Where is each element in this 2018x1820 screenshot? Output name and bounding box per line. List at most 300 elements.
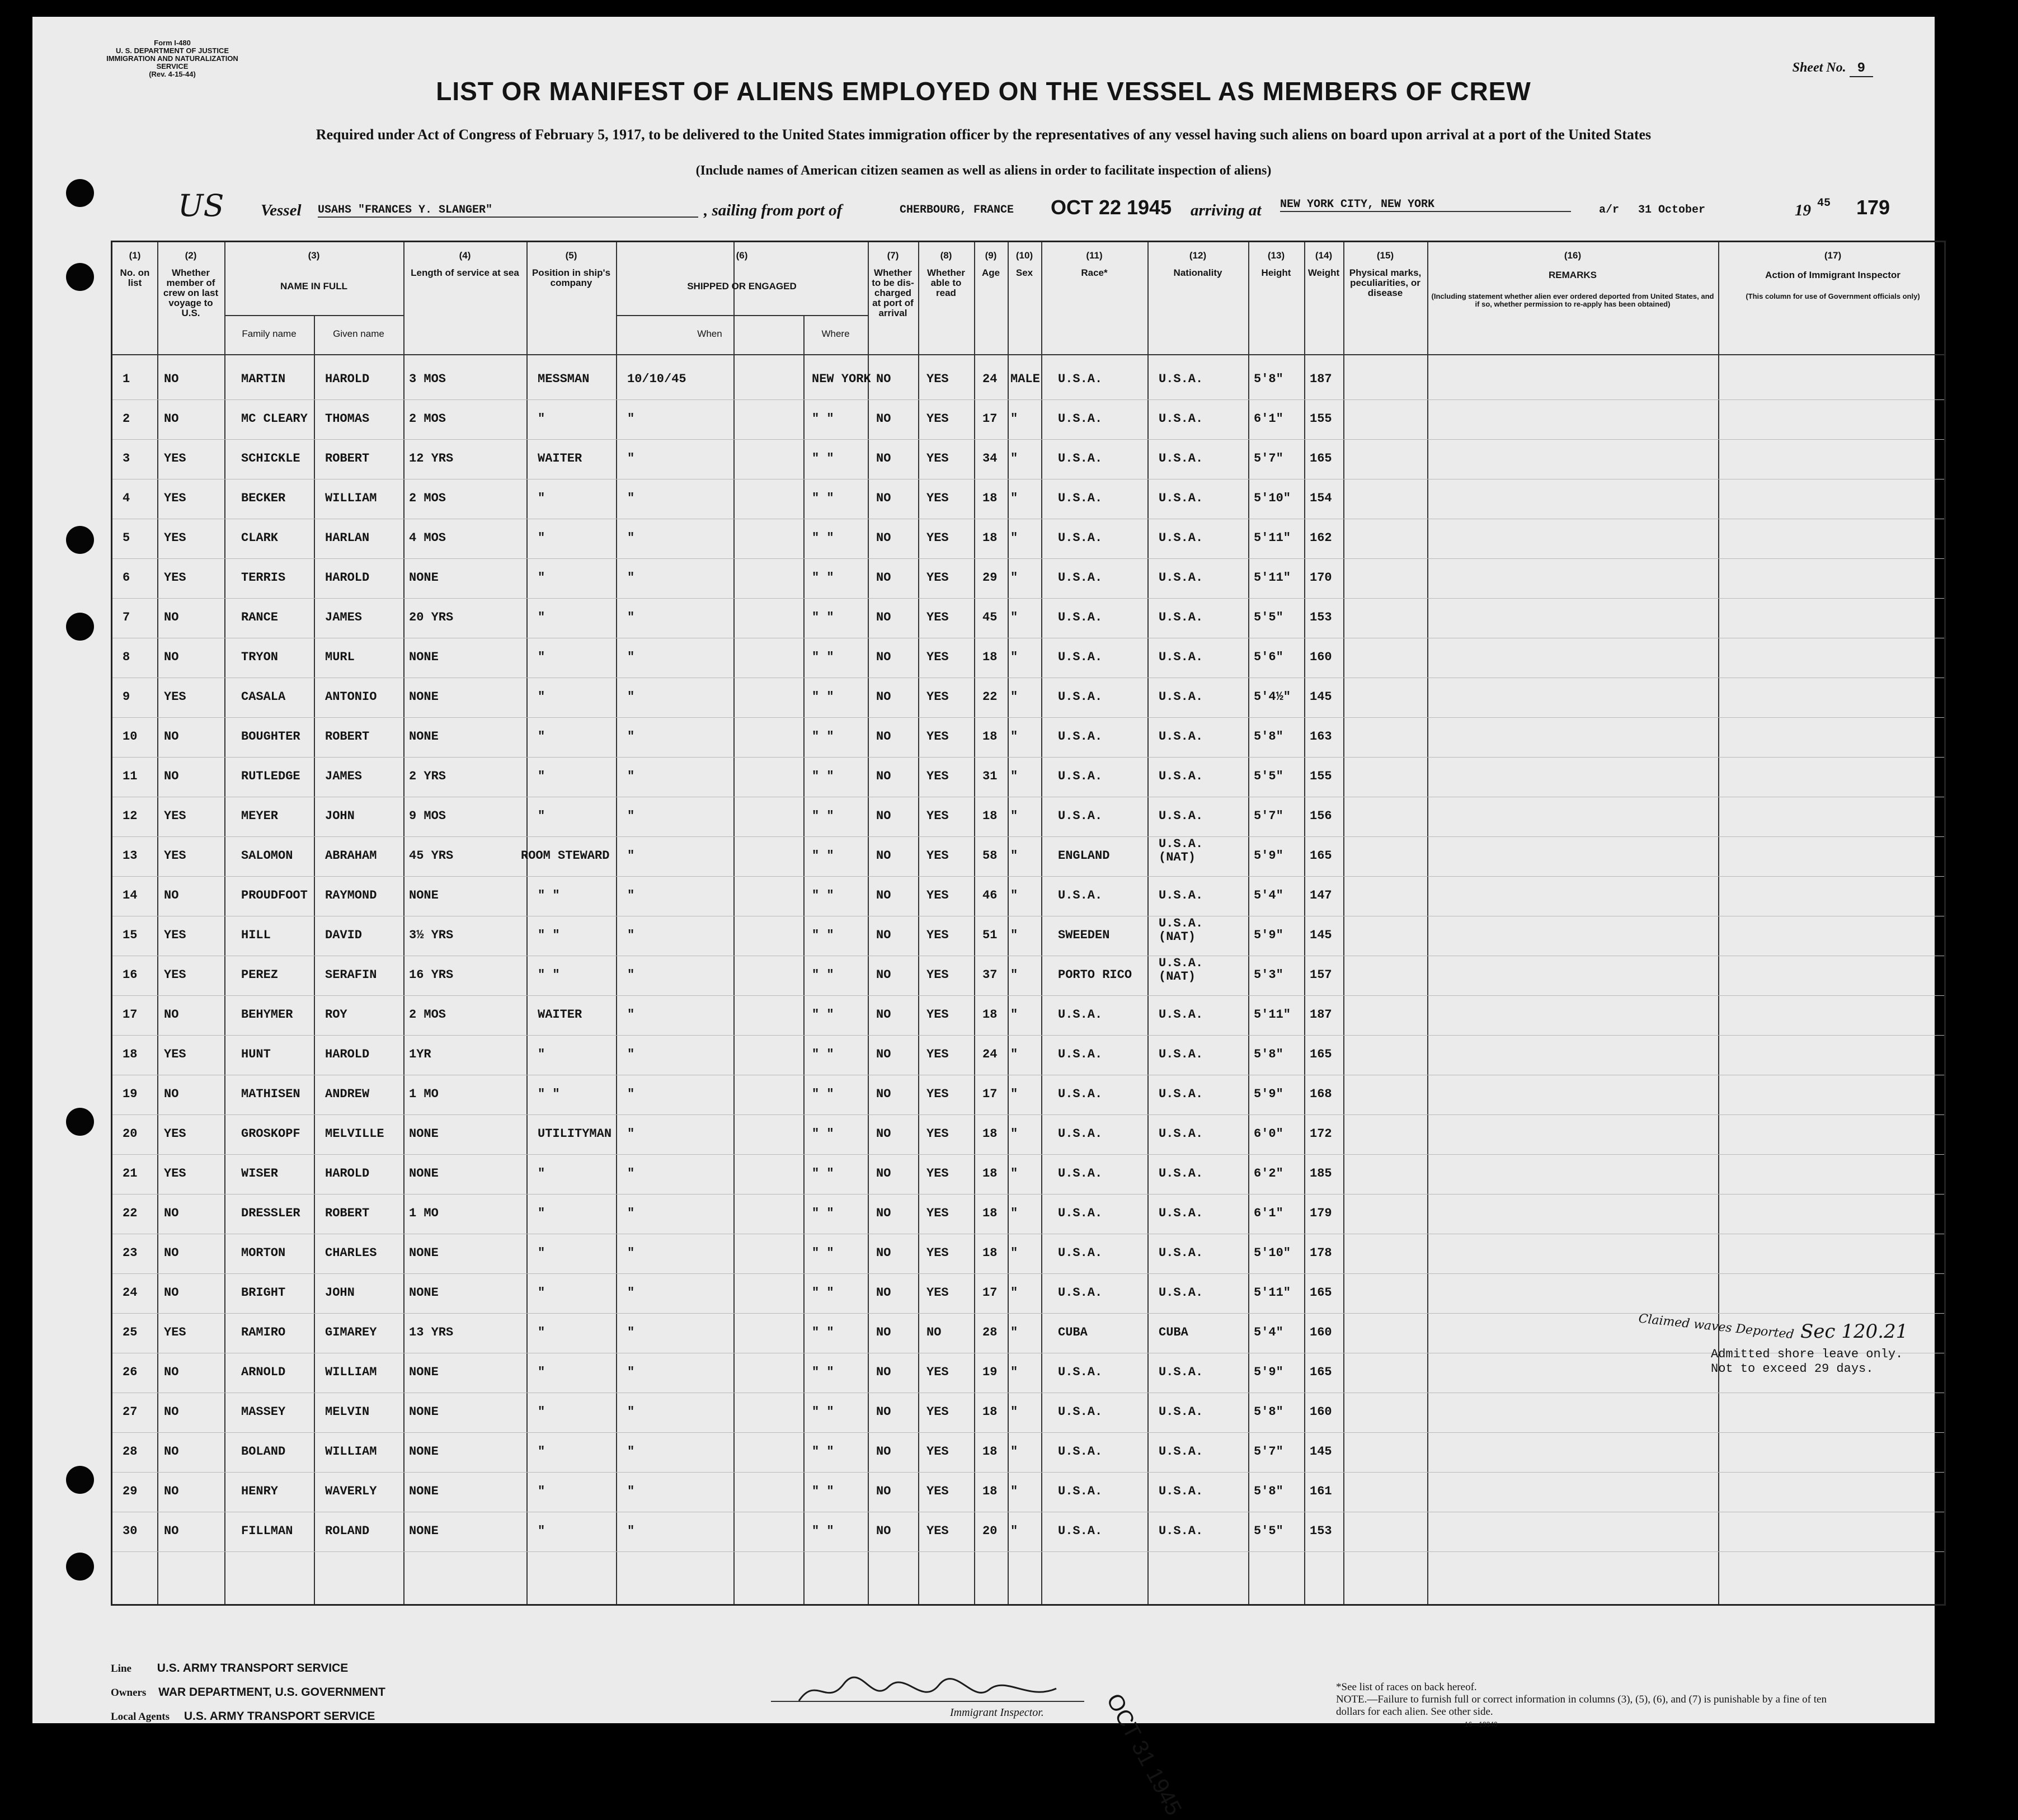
vessel-name: USAHS "FRANCES Y. SLANGER" (318, 204, 698, 218)
table-cell: 18 (123, 1047, 138, 1061)
footer-agents: Local Agents U.S. ARMY TRANSPORT SERVICE (111, 1710, 375, 1723)
column-divider (1427, 242, 1428, 1604)
table-cell: 4 MOS (409, 531, 446, 545)
table-cell: PROUDFOOT (241, 888, 308, 902)
table-cell: 156 (1310, 809, 1332, 823)
table-cell: U.S.A. (1058, 769, 1103, 783)
table-cell: U.S.A. (1058, 1445, 1103, 1459)
table-cell: 165 (1310, 1286, 1332, 1300)
table-cell: " (627, 730, 635, 744)
table-cell: U.S.A. (NAT) (1159, 956, 1203, 984)
table-cell: " (538, 1325, 545, 1339)
table-cell: " (538, 1445, 545, 1459)
table-cell: NO (164, 1445, 179, 1459)
table-cell: NO (876, 531, 891, 545)
table-cell: 31 (982, 769, 998, 783)
crew-table (111, 241, 1946, 1606)
table-cell: 6'0" (1254, 1127, 1283, 1141)
table-cell: ARNOLD (241, 1365, 286, 1379)
table-cell: YES (926, 412, 949, 426)
table-cell: NO (876, 650, 891, 664)
table-cell: 1 MO (409, 1087, 439, 1101)
table-cell: NO (164, 372, 179, 386)
punch-hole (66, 263, 94, 291)
table-cell: " " (812, 1405, 834, 1419)
table-cell: " " (812, 849, 834, 863)
table-cell: 153 (1310, 1524, 1332, 1538)
table-cell: " " (812, 1008, 834, 1022)
table-row-rule (112, 757, 1944, 758)
table-cell: YES (926, 1087, 949, 1101)
table-cell: BRIGHT (241, 1286, 286, 1300)
table-cell: 19 (982, 1365, 998, 1379)
table-cell: U.S.A. (1159, 888, 1203, 902)
table-cell: 4 (123, 491, 130, 505)
column-number: (7) (887, 250, 899, 261)
table-cell: 5'11" (1254, 1008, 1291, 1022)
table-cell: 172 (1310, 1127, 1332, 1141)
table-row-rule (112, 439, 1944, 440)
column-header: Nationality (1173, 267, 1222, 278)
table-cell: SCHICKLE (241, 452, 300, 465)
table-cell: " (627, 769, 635, 783)
table-cell: 17 (982, 412, 998, 426)
table-cell: 187 (1310, 1008, 1332, 1022)
table-cell: DAVID (325, 928, 363, 942)
punch-hole (66, 613, 94, 641)
column-divider (1343, 242, 1344, 1604)
table-cell: 5'10" (1254, 491, 1291, 505)
table-cell: RAMIRO (241, 1325, 286, 1339)
table-cell: 34 (982, 452, 998, 465)
table-cell: " (1010, 1286, 1018, 1300)
table-cell: 161 (1310, 1484, 1332, 1498)
table-cell: 178 (1310, 1246, 1332, 1260)
table-cell: 28 (982, 1325, 998, 1339)
column-number: (17) (1824, 250, 1842, 261)
table-cell: U.S.A. (1058, 1087, 1103, 1101)
table-cell: HARLAN (325, 531, 370, 545)
column-number: (6) (736, 250, 748, 261)
table-cell: ENGLAND (1058, 849, 1110, 863)
table-row-rule (112, 836, 1944, 837)
table-cell: U.S.A. (1159, 1008, 1203, 1022)
table-cell: PEREZ (241, 968, 279, 982)
table-cell: U.S.A. (1058, 1246, 1103, 1260)
table-cell: 5'9" (1254, 1365, 1283, 1379)
table-cell: 23 (123, 1246, 138, 1260)
table-cell: NO (164, 412, 179, 426)
table-cell: 18 (982, 1246, 998, 1260)
table-cell: 155 (1310, 769, 1332, 783)
sub-column-header: Given name (333, 328, 384, 339)
table-cell: 153 (1310, 610, 1332, 624)
table-cell: ROBERT (325, 730, 370, 744)
table-cell: U.S.A. (1159, 1445, 1203, 1459)
table-cell: 160 (1310, 650, 1332, 664)
table-cell: U.S.A. (1058, 531, 1103, 545)
table-cell: YES (926, 1047, 949, 1061)
table-cell: RANCE (241, 610, 279, 624)
table-cell: YES (164, 1167, 186, 1181)
table-cell: " (538, 650, 545, 664)
table-cell: 165 (1310, 849, 1332, 863)
table-cell: 29 (982, 571, 998, 585)
table-cell: " " (538, 968, 560, 982)
column-header: Physical marks, peculiarities, or disease (1349, 267, 1422, 298)
table-cell: HILL (241, 928, 271, 942)
table-cell: " " (812, 491, 834, 505)
table-cell: " " (812, 1484, 834, 1498)
table-cell: SERAFIN (325, 968, 377, 982)
table-cell: " (1010, 1445, 1018, 1459)
table-cell: DRESSLER (241, 1206, 300, 1220)
table-cell: 160 (1310, 1405, 1332, 1419)
column-divider (1304, 242, 1305, 1604)
table-cell: NONE (409, 1127, 439, 1141)
table-cell: " (1010, 928, 1018, 942)
table-cell: 5'10" (1254, 1246, 1291, 1260)
vessel-line (133, 188, 1923, 229)
table-cell: 25 (123, 1325, 138, 1339)
table-cell: NO (876, 1206, 891, 1220)
table-cell: " (627, 1325, 635, 1339)
table-cell: NO (876, 1008, 891, 1022)
table-cell: 1 MO (409, 1206, 439, 1220)
punch-hole (66, 1553, 94, 1581)
table-cell: NO (876, 491, 891, 505)
table-cell: 18 (982, 1127, 998, 1141)
table-cell: " (627, 650, 635, 664)
table-cell: 5'5" (1254, 769, 1283, 783)
table-cell: WAITER (538, 452, 582, 465)
table-cell: 168 (1310, 1087, 1332, 1101)
table-cell: YES (926, 650, 949, 664)
table-cell: 170 (1310, 571, 1332, 585)
table-cell: " (627, 1405, 635, 1419)
table-cell: " (538, 531, 545, 545)
table-cell: " (627, 1445, 635, 1459)
table-cell: " " (812, 610, 834, 624)
table-cell: 16 (123, 968, 138, 982)
column-number: (12) (1189, 250, 1207, 261)
table-cell: 58 (982, 849, 998, 863)
table-cell: NONE (409, 1167, 439, 1181)
table-cell: 5'7" (1254, 452, 1283, 465)
table-cell: 145 (1310, 690, 1332, 704)
table-cell: YES (164, 1127, 186, 1141)
table-cell: WISER (241, 1167, 279, 1181)
table-cell: " " (812, 1206, 834, 1220)
table-cell: U.S.A. (1159, 1484, 1203, 1498)
table-cell: " (1010, 1008, 1018, 1022)
column-header: REMARKS (1549, 270, 1597, 280)
table-cell: NO (876, 1246, 891, 1260)
table-cell: YES (926, 1524, 949, 1538)
column-divider (1041, 242, 1042, 1604)
table-cell: YES (926, 1484, 949, 1498)
table-cell: 187 (1310, 372, 1332, 386)
table-cell: PORTO RICO (1058, 968, 1132, 982)
table-cell: YES (926, 1445, 949, 1459)
table-cell: " " (812, 1524, 834, 1538)
column-number: (10) (1015, 250, 1033, 261)
table-cell: 5'7" (1254, 809, 1283, 823)
table-cell: 2 YRS (409, 769, 446, 783)
table-cell: " " (812, 690, 834, 704)
table-cell: 10 (123, 730, 138, 744)
table-cell: U.S.A. (1058, 571, 1103, 585)
table-cell: U.S.A. (1159, 491, 1203, 505)
table-cell: " " (812, 1246, 834, 1260)
table-cell: " (1010, 650, 1018, 664)
port-of-sailing: CHERBOURG, FRANCE (900, 204, 1014, 217)
column-number: (15) (1376, 250, 1394, 261)
table-cell: 6'2" (1254, 1167, 1283, 1181)
table-cell: ANDREW (325, 1087, 370, 1101)
table-cell: 5'4½" (1254, 690, 1291, 704)
table-cell: 5'6" (1254, 650, 1283, 664)
table-cell: U.S.A. (1058, 1127, 1103, 1141)
table-cell: MELVIN (325, 1405, 370, 1419)
sub-column-header: Where (821, 328, 850, 339)
table-cell: 5'11" (1254, 571, 1291, 585)
table-cell: " (538, 571, 545, 585)
column-header: Height (1261, 267, 1291, 278)
arriving-label: arriving at (1191, 201, 1262, 219)
table-cell: NO (876, 1047, 891, 1061)
table-cell: " (1010, 1405, 1018, 1419)
table-cell: NO (876, 968, 891, 982)
table-cell: YES (164, 928, 186, 942)
table-cell: 17 (123, 1008, 138, 1022)
column-number: (11) (1086, 250, 1103, 261)
table-cell: " (1010, 531, 1018, 545)
table-cell: 22 (123, 1206, 138, 1220)
table-cell: YES (926, 1127, 949, 1141)
table-row-rule (112, 1273, 1944, 1274)
table-cell: 9 MOS (409, 809, 446, 823)
table-cell: WILLIAM (325, 491, 377, 505)
table-cell: 18 (982, 1484, 998, 1498)
table-cell: 5'5" (1254, 610, 1283, 624)
table-cell: WILLIAM (325, 1365, 377, 1379)
table-cell: YES (164, 968, 186, 982)
table-cell: 21 (123, 1167, 138, 1181)
column-divider (526, 242, 528, 1604)
table-cell: BOLAND (241, 1445, 286, 1459)
table-cell: " (1010, 968, 1018, 982)
table-cell: 5 (123, 531, 130, 545)
column-header: Age (981, 267, 1000, 278)
table-cell: WAITER (538, 1008, 582, 1022)
table-cell: " " (812, 769, 834, 783)
column-number: (4) (459, 250, 471, 261)
table-cell: NO (164, 650, 179, 664)
table-cell: " " (812, 1286, 834, 1300)
table-cell: " " (812, 730, 834, 744)
inspector-label: Immigrant Inspector. (950, 1706, 1044, 1719)
table-cell: " (627, 968, 635, 982)
table-cell: 5'3" (1254, 968, 1283, 982)
table-cell: NONE (409, 1365, 439, 1379)
table-cell: 18 (982, 1008, 998, 1022)
table-cell: YES (926, 849, 949, 863)
table-cell: " (627, 928, 635, 942)
table-cell: 10/10/45 (627, 372, 686, 386)
table-cell: " (627, 610, 635, 624)
column-header-note: (Including statement whether alien ever ordered deported from United States, and if so, whether permission to re-apply has been obtained) (1431, 292, 1714, 308)
sub-column-divider (314, 315, 315, 1604)
table-cell: U.S.A. (1058, 1047, 1103, 1061)
table-cell: NO (876, 849, 891, 863)
table-row-rule (112, 1432, 1944, 1433)
table-cell: " " (812, 1167, 834, 1181)
table-cell: NONE (409, 1405, 439, 1419)
table-cell: RAYMOND (325, 888, 377, 902)
table-cell: " (538, 1167, 545, 1181)
table-cell: " (1010, 1484, 1018, 1498)
column-header: Sex (1015, 267, 1033, 278)
table-cell: U.S.A. (1058, 1405, 1103, 1419)
table-cell: JOHN (325, 809, 355, 823)
table-cell: NO (164, 1087, 179, 1101)
table-cell: U.S.A. (1159, 730, 1203, 744)
table-cell: U.S.A. (1058, 372, 1103, 386)
table-cell: HAROLD (325, 1047, 370, 1061)
table-cell: 165 (1310, 1365, 1332, 1379)
table-cell: " (627, 571, 635, 585)
table-cell: NONE (409, 1524, 439, 1538)
table-cell: " (1010, 1365, 1018, 1379)
sailing-label: , sailing from port of (704, 201, 843, 219)
table-cell: 46 (982, 888, 998, 902)
table-cell: U.S.A. (1159, 1365, 1203, 1379)
table-cell: NO (876, 690, 891, 704)
table-row-rule (112, 717, 1944, 718)
arrival-year-suffix: 45 (1817, 197, 1831, 210)
column-number: (13) (1267, 250, 1285, 261)
table-cell: YES (926, 769, 949, 783)
table-cell: 18 (982, 491, 998, 505)
table-cell: 6 (123, 571, 130, 585)
table-cell: " (1010, 1246, 1018, 1260)
table-cell: 45 (982, 610, 998, 624)
table-cell: 5'9" (1254, 1087, 1283, 1101)
table-cell: MALE (1010, 372, 1040, 386)
print-code: 16—19340 (1465, 1720, 1498, 1728)
table-cell: ROBERT (325, 1206, 370, 1220)
table-cell: MEYER (241, 809, 279, 823)
table-cell: YES (164, 809, 186, 823)
table-cell: NO (164, 1246, 179, 1260)
table-cell: 5'11" (1254, 531, 1291, 545)
table-cell: 18 (982, 1405, 998, 1419)
table-cell: U.S.A. (1058, 1484, 1103, 1498)
column-header: Whether to be dis-charged at port of arrival (872, 267, 914, 318)
table-cell: YES (926, 1246, 949, 1260)
table-cell: YES (926, 730, 949, 744)
table-cell: YES (926, 809, 949, 823)
table-cell: " (1010, 769, 1018, 783)
table-cell: U.S.A. (1159, 809, 1203, 823)
table-cell: 3 MOS (409, 372, 446, 386)
column-header: NAME IN FULL (280, 281, 347, 291)
column-divider (224, 242, 225, 1604)
table-cell: NO (876, 809, 891, 823)
column-divider (918, 242, 919, 1604)
table-cell: 29 (123, 1484, 138, 1498)
sub-column-header: Family name (242, 328, 297, 339)
form-identifier: Form I-480 U. S. DEPARTMENT OF JUSTICE IMMIGRATION AND NATURALIZATION SERVICE (Rev. 4-15-44) (106, 39, 238, 78)
table-cell: NONE (409, 571, 439, 585)
table-cell: 51 (982, 928, 998, 942)
table-cell: WAVERLY (325, 1484, 377, 1498)
table-cell: U.S.A. (NAT) (1159, 916, 1203, 944)
table-cell: 5'5" (1254, 1524, 1283, 1538)
table-cell: NO (876, 888, 891, 902)
table-cell: " (538, 1206, 545, 1220)
table-cell: 15 (123, 928, 138, 942)
table-cell: UTILITYMAN (538, 1127, 612, 1141)
table-cell: " (627, 809, 635, 823)
table-cell: " " (812, 452, 834, 465)
table-cell: U.S.A. (1159, 690, 1203, 704)
table-cell: U.S.A. (1159, 1206, 1203, 1220)
table-cell: U.S.A. (1058, 452, 1103, 465)
table-row-rule (112, 1114, 1944, 1115)
table-cell: " " (812, 968, 834, 982)
table-cell: ROOM STEWARD (521, 849, 610, 863)
table-cell: YES (926, 1008, 949, 1022)
table-cell: 17 (982, 1286, 998, 1300)
table-cell: " (538, 610, 545, 624)
table-cell: CHARLES (325, 1246, 377, 1260)
footer-notes: *See list of races on back hereof. NOTE.—Failure to furnish full or correct information in columns (3), (5), (6), and (7) is punishable by a fine of ten dollars for each alien. See other side. (1336, 1681, 1827, 1718)
table-cell: NO (164, 1008, 179, 1022)
table-cell: " (1010, 452, 1018, 465)
table-cell: NO (164, 888, 179, 902)
table-cell: YES (164, 452, 186, 465)
sheet-number: Sheet No. 9 (1793, 60, 1873, 76)
column-number: (3) (308, 250, 320, 261)
table-cell: 157 (1310, 968, 1332, 982)
table-cell: BECKER (241, 491, 286, 505)
table-cell: NO (876, 1325, 891, 1339)
table-cell: 145 (1310, 1445, 1332, 1459)
table-cell: " (627, 491, 635, 505)
table-cell: 17 (982, 1087, 998, 1101)
table-row-rule (112, 1551, 1944, 1552)
table-cell: NO (164, 1405, 179, 1419)
column-divider (974, 242, 975, 1604)
table-cell: " (627, 1167, 635, 1181)
table-cell: YES (926, 1286, 949, 1300)
table-cell: 185 (1310, 1167, 1332, 1181)
table-cell: " " (812, 1047, 834, 1061)
table-cell: 27 (123, 1405, 138, 1419)
group-header-divider (616, 315, 868, 316)
remarks-annotation: Claimed waves Deported (1638, 1311, 1795, 1342)
table-cell: MC CLEARY (241, 412, 308, 426)
table-cell: 5'4" (1254, 888, 1283, 902)
table-cell: 20 (982, 1524, 998, 1538)
table-cell: SWEEDEN (1058, 928, 1110, 942)
table-cell: YES (164, 531, 186, 545)
page-subtitle: Required under Act of Congress of February 5, 1917, to be delivered to the United States immigration officer by the representatives of any vessel having such aliens on board upon arrival at a port of the United States (316, 126, 1652, 143)
table-row-rule (112, 598, 1944, 599)
table-cell: 8 (123, 650, 130, 664)
